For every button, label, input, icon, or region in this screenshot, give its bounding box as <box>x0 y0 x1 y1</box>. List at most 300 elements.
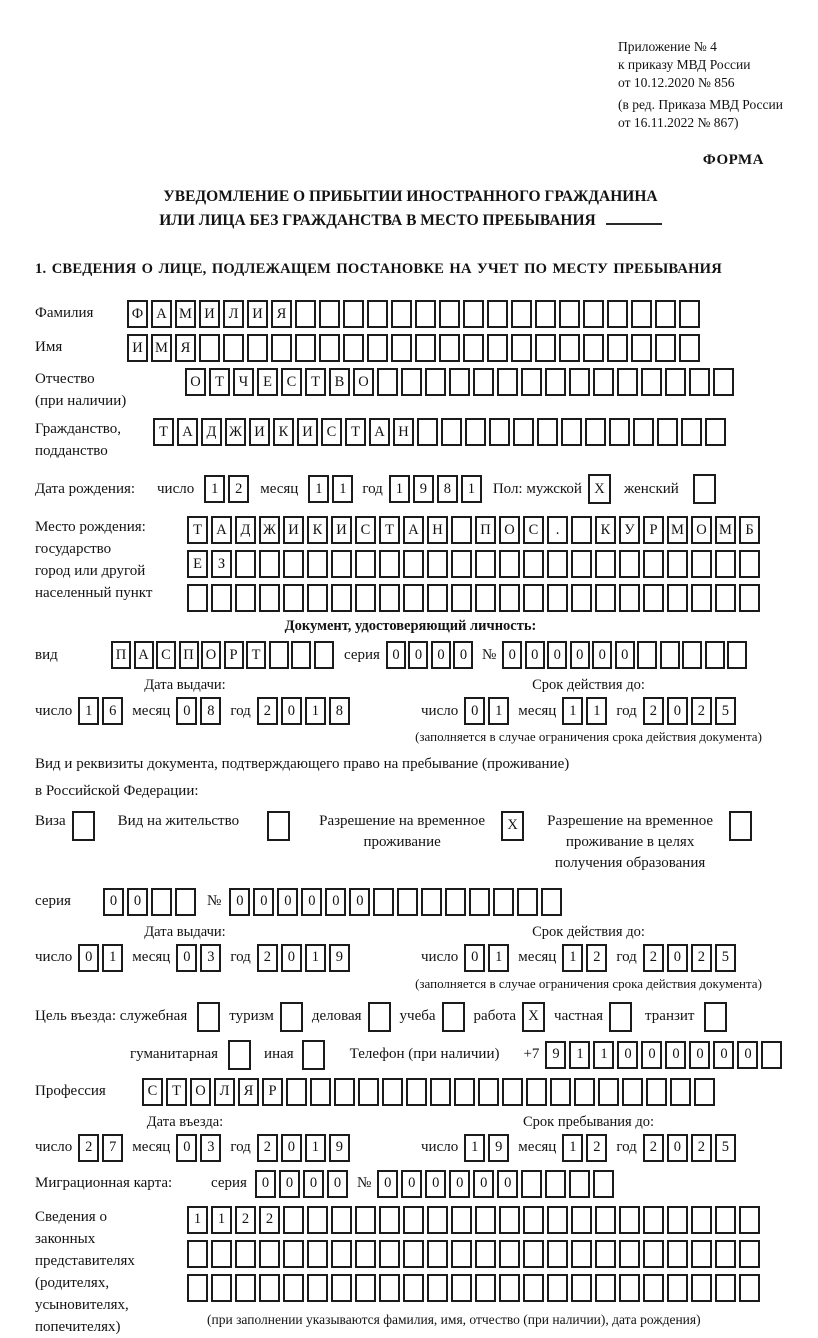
form-cell <box>593 1170 614 1198</box>
birth-place-label3: город или другой <box>35 563 146 580</box>
form-cell <box>715 584 736 612</box>
form-cell: К <box>273 418 294 446</box>
form-cell: 5 <box>715 1134 736 1162</box>
doc-valid-day-cells <box>464 697 512 725</box>
birth-place-label: Место рождения: <box>35 519 146 536</box>
form-cell <box>643 550 664 578</box>
form-cell: 0 <box>255 1170 276 1198</box>
res-issue-day-cells <box>78 944 126 972</box>
form-cell: 0 <box>277 888 298 916</box>
form-cell <box>667 1274 688 1302</box>
form-cell <box>523 1240 544 1268</box>
number-label: № <box>207 893 222 910</box>
form-cell: Т <box>153 418 174 446</box>
edu-permit-option <box>541 811 755 874</box>
form-cell <box>427 584 448 612</box>
form-cell: И <box>331 516 352 544</box>
sex-male-checkbox <box>588 474 614 504</box>
patronymic-label: Отчество <box>35 371 95 388</box>
birth-place-cells-row1 <box>187 516 763 544</box>
form-cell: Л <box>223 300 244 328</box>
form-cell: 1 <box>593 1041 614 1069</box>
edu-permit-label1: Разрешение на временное <box>547 812 714 829</box>
form-cell: 0 <box>176 1134 197 1162</box>
legal-rep-label3: представителях <box>35 1252 135 1269</box>
form-cell: Т <box>379 516 400 544</box>
form-cell <box>367 300 388 328</box>
form-cell <box>72 811 95 841</box>
form-cell: 0 <box>377 1170 398 1198</box>
form-cell: 0 <box>229 888 250 916</box>
form-cell: 1 <box>586 697 607 725</box>
form-cell: 0 <box>570 641 590 669</box>
form-cell <box>655 334 676 362</box>
form-cell <box>415 300 436 328</box>
form-cell <box>487 300 508 328</box>
mig-number-cells <box>377 1170 617 1198</box>
form-cell <box>609 418 630 446</box>
form-cell: Т <box>246 641 266 669</box>
month-label: месяц <box>132 702 171 719</box>
day-label: число <box>157 480 195 497</box>
form-cell <box>569 368 590 396</box>
form-cell: 1 <box>332 475 353 503</box>
form-cell <box>449 368 470 396</box>
form-cell <box>547 1240 568 1268</box>
form-cell <box>521 1170 542 1198</box>
month-label: месяц <box>260 480 299 497</box>
form-cell <box>259 550 280 578</box>
form-cell <box>547 584 568 612</box>
form-cell <box>406 1078 427 1106</box>
form-cell: 0 <box>253 888 274 916</box>
field-name <box>35 334 786 362</box>
form-cell <box>693 474 716 504</box>
form-cell <box>451 1240 472 1268</box>
form-cell <box>463 334 484 362</box>
form-cell: 8 <box>437 475 458 503</box>
temp-permit-label2: проживание <box>363 833 441 850</box>
form-cell: 0 <box>713 1041 734 1069</box>
form-cell <box>397 888 418 916</box>
form-cell: 0 <box>301 888 322 916</box>
form-cell <box>583 334 604 362</box>
form-cell: А <box>177 418 198 446</box>
form-title-line1: УВЕДОМЛЕНИЕ О ПРИБЫТИИ ИНОСТРАННОГО ГРАЖДАНИНА <box>163 188 658 206</box>
form-cell: 0 <box>502 641 522 669</box>
form-cell: 2 <box>259 1206 280 1234</box>
form-cell <box>547 1274 568 1302</box>
form-cell <box>451 584 472 612</box>
form-cell <box>679 300 700 328</box>
number-label: № <box>481 646 497 663</box>
form-cell <box>463 300 484 328</box>
form-cell <box>368 1002 391 1032</box>
ref-line: от 16.11.2022 № 867) <box>618 115 739 131</box>
form-cell: 8 <box>329 697 350 725</box>
form-cell <box>475 1240 496 1268</box>
doc-issue-month-cells <box>176 697 224 725</box>
legal-rep-label6: попечителях) <box>35 1318 121 1335</box>
form-cell <box>454 1078 475 1106</box>
form-cell <box>478 1078 499 1106</box>
form-cell: 1 <box>187 1206 208 1234</box>
form-cell: 0 <box>667 944 688 972</box>
form-cell <box>502 1078 523 1106</box>
form-cell: У <box>619 516 640 544</box>
ref-line: от 10.12.2020 № 856 <box>618 74 735 90</box>
form-cell: С <box>142 1078 163 1106</box>
stay-year-cells <box>643 1134 739 1162</box>
form-cell: 0 <box>127 888 148 916</box>
form-cell: 0 <box>401 1170 422 1198</box>
form-cell: П <box>111 641 131 669</box>
form-cell: 0 <box>281 697 302 725</box>
form-cell <box>187 1240 208 1268</box>
year-label: год <box>616 949 637 966</box>
issue-date-heading: Дата выдачи: <box>144 677 226 694</box>
form-cell: Я <box>175 334 196 362</box>
citizenship-label: Гражданство, <box>35 421 122 438</box>
form-cell: Т <box>187 516 208 544</box>
form-cell <box>667 1206 688 1234</box>
form-cell <box>583 300 604 328</box>
form-cell <box>704 1002 727 1032</box>
form-cell <box>417 418 438 446</box>
form-cell: 0 <box>689 1041 710 1069</box>
form-cell <box>547 1206 568 1234</box>
form-cell <box>641 368 662 396</box>
form-cell <box>377 368 398 396</box>
form-cell <box>523 1274 544 1302</box>
form-cell: 5 <box>715 944 736 972</box>
form-cell <box>367 334 388 362</box>
profession-label: Профессия <box>35 1082 106 1099</box>
title-underline <box>606 223 662 225</box>
form-cell <box>403 550 424 578</box>
form-cell: 0 <box>617 1041 638 1069</box>
form-cell <box>571 1240 592 1268</box>
form-cell: 0 <box>592 641 612 669</box>
sex-female-checkbox <box>693 474 719 504</box>
visa-checkbox <box>72 811 98 841</box>
form-cell <box>379 1206 400 1234</box>
field-birth-date <box>35 474 786 504</box>
month-label: месяц <box>518 949 557 966</box>
form-cell: 3 <box>200 944 221 972</box>
residence-permit-label: Вид на жительство <box>117 812 240 829</box>
form-cell: М <box>715 516 736 544</box>
edu-permit-checkbox <box>729 811 755 841</box>
purpose-private-label: частная <box>554 1008 604 1025</box>
form-cell: 1 <box>488 944 509 972</box>
form-cell: А <box>151 300 172 328</box>
form-cell <box>517 888 538 916</box>
form-cell: 1 <box>305 1134 326 1162</box>
form-cell: 0 <box>78 944 99 972</box>
birth-place-cells-row2 <box>187 550 763 578</box>
day-label: число <box>421 949 459 966</box>
form-cell <box>425 368 446 396</box>
form-cell: 2 <box>257 1134 278 1162</box>
doc-number-cells <box>502 641 750 669</box>
purpose-tourism-checkbox <box>280 1002 306 1032</box>
doc-valid-year-cells <box>643 697 739 725</box>
form-cell: 0 <box>327 1170 348 1198</box>
form-cell <box>427 1274 448 1302</box>
form-cell <box>187 584 208 612</box>
form-cell: Ч <box>233 368 254 396</box>
residence-doc-types <box>35 811 786 874</box>
form-cell <box>691 1206 712 1234</box>
form-cell: X <box>501 811 524 841</box>
form-cell: 2 <box>228 475 249 503</box>
form-cell <box>595 1274 616 1302</box>
form-cell: В <box>329 368 350 396</box>
form-cell: О <box>499 516 520 544</box>
form-cell: 2 <box>257 944 278 972</box>
form-cell <box>571 516 592 544</box>
form-cell <box>643 584 664 612</box>
form-cell <box>727 641 747 669</box>
form-cell <box>355 550 376 578</box>
form-cell <box>595 1206 616 1234</box>
name-label: Имя <box>35 339 63 356</box>
form-cell <box>545 1170 566 1198</box>
birth-year-cells <box>389 475 485 503</box>
form-cell <box>631 334 652 362</box>
form-cell: 0 <box>473 1170 494 1198</box>
purpose-business-checkbox <box>368 1002 394 1032</box>
form-cell <box>689 368 710 396</box>
order-reference <box>618 38 818 132</box>
form-cell: П <box>179 641 199 669</box>
form-cell <box>267 811 290 841</box>
form-cell <box>319 300 340 328</box>
migration-card-row <box>35 1170 786 1198</box>
form-cell: 0 <box>408 641 428 669</box>
form-cell: 2 <box>643 944 664 972</box>
section1-heading: 1. СВЕДЕНИЯ О ЛИЦЕ, ПОДЛЕЖАЩЕМ ПОСТАНОВКЕ НА УЧЕТ ПО МЕСТУ ПРЕБЫВАНИЯ <box>35 261 722 278</box>
form-cell: Д <box>235 516 256 544</box>
form-cell <box>235 1240 256 1268</box>
form-cell <box>631 300 652 328</box>
form-cell: А <box>403 516 424 544</box>
form-cell <box>715 550 736 578</box>
form-cell <box>469 888 490 916</box>
form-cell <box>691 584 712 612</box>
form-cell <box>259 584 280 612</box>
entry-month-cells <box>176 1134 224 1162</box>
form-cell <box>373 888 394 916</box>
form-cell <box>694 1078 715 1106</box>
form-cell: О <box>201 641 221 669</box>
form-cell <box>211 1274 232 1302</box>
form-cell <box>403 1240 424 1268</box>
entry-purpose-row1 <box>35 1002 786 1032</box>
form-cell <box>691 1240 712 1268</box>
form-cell: X <box>588 474 611 504</box>
field-patronymic <box>35 368 786 412</box>
form-cell <box>523 550 544 578</box>
form-cell <box>295 334 316 362</box>
form-cell: Ф <box>127 300 148 328</box>
form-cell <box>331 1206 352 1234</box>
form-cell <box>331 584 352 612</box>
form-cell <box>715 1240 736 1268</box>
form-cell: Ж <box>259 516 280 544</box>
patronymic-label2: (при наличии) <box>35 393 127 410</box>
form-cell <box>295 300 316 328</box>
entry-date-heading: Дата въезда: <box>146 1113 224 1130</box>
doc-issue-day-cells <box>78 697 126 725</box>
form-cell: Т <box>345 418 366 446</box>
form-cell: 6 <box>102 697 123 725</box>
sex-male-label: Пол: мужской <box>492 480 582 497</box>
year-label: год <box>616 1139 637 1156</box>
citizenship-label2: подданство <box>35 443 108 460</box>
form-cell <box>427 1240 448 1268</box>
form-cell <box>729 811 752 841</box>
res-issue-year-cells <box>257 944 353 972</box>
form-cell: Н <box>427 516 448 544</box>
form-cell: 5 <box>715 697 736 725</box>
form-cell: Т <box>209 368 230 396</box>
form-cell: 1 <box>562 1134 583 1162</box>
form-cell <box>550 1078 571 1106</box>
form-cell: О <box>353 368 374 396</box>
form-cell: 2 <box>235 1206 256 1234</box>
form-cell: 2 <box>257 697 278 725</box>
form-cell <box>441 418 462 446</box>
form-cell <box>391 300 412 328</box>
form-cell: Д <box>201 418 222 446</box>
month-label: месяц <box>132 949 171 966</box>
birth-month-cells <box>308 475 356 503</box>
form-cell <box>739 584 760 612</box>
temp-permit-label1: Разрешение на временное <box>319 812 486 829</box>
form-cell: 3 <box>200 1134 221 1162</box>
legal-rep-label1: Сведения о <box>35 1208 107 1225</box>
entry-year-cells <box>257 1134 353 1162</box>
form-cell: Е <box>187 550 208 578</box>
year-label: год <box>230 949 251 966</box>
form-cell: 2 <box>691 697 712 725</box>
form-cell <box>595 584 616 612</box>
form-cell <box>307 1274 328 1302</box>
res-valid-day-cells <box>464 944 512 972</box>
form-cell <box>617 368 638 396</box>
form-cell <box>302 1040 325 1070</box>
form-cell <box>499 584 520 612</box>
form-cell: 0 <box>615 641 635 669</box>
form-cell <box>633 418 654 446</box>
valid-until-note: (заполняется в случае ограничения срока действия документа) <box>415 729 762 745</box>
form-cell <box>286 1078 307 1106</box>
form-cell <box>334 1078 355 1106</box>
residence-doc-heading2: в Российской Федерации: <box>35 782 199 799</box>
form-cell <box>761 1041 782 1069</box>
mig-series-cells <box>255 1170 351 1198</box>
form-cell <box>739 1274 760 1302</box>
form-cell <box>607 334 628 362</box>
form-cell <box>679 334 700 362</box>
form-cell <box>403 1274 424 1302</box>
form-cell <box>283 550 304 578</box>
year-label: год <box>362 480 383 497</box>
birth-date-label: Дата рождения: <box>35 480 136 497</box>
form-cell: И <box>127 334 148 362</box>
form-cell <box>211 1240 232 1268</box>
form-cell <box>715 1274 736 1302</box>
form-cell <box>355 1240 376 1268</box>
form-cell <box>489 418 510 446</box>
surname-label: Фамилия <box>35 305 94 322</box>
form-cell: Л <box>214 1078 235 1106</box>
form-cell <box>667 550 688 578</box>
residence-doc-dates-row <box>35 924 786 992</box>
form-cell: 9 <box>329 1134 350 1162</box>
stay-month-cells <box>562 1134 610 1162</box>
purpose-work-label: работа <box>473 1008 517 1025</box>
purpose-transit-checkbox <box>704 1002 730 1032</box>
form-cell <box>513 418 534 446</box>
form-cell: 1 <box>305 697 326 725</box>
birth-place-label2: государство <box>35 541 112 558</box>
form-cell: 0 <box>497 1170 518 1198</box>
form-cell: О <box>190 1078 211 1106</box>
form-cell <box>585 418 606 446</box>
form-cell <box>619 550 640 578</box>
migration-card-label: Миграционная карта: <box>35 1175 173 1192</box>
year-label: год <box>616 702 637 719</box>
day-label: число <box>421 702 459 719</box>
form-cell <box>574 1078 595 1106</box>
form-cell <box>259 1240 280 1268</box>
form-cell <box>667 584 688 612</box>
form-cell <box>691 1274 712 1302</box>
legal-rep-cells-row1 <box>187 1206 763 1234</box>
form-cell <box>487 334 508 362</box>
purpose-private-checkbox <box>609 1002 635 1032</box>
year-label: год <box>230 702 251 719</box>
form-cell: Т <box>166 1078 187 1106</box>
form-cell <box>655 300 676 328</box>
form-cell <box>571 1274 592 1302</box>
form-cell <box>331 1240 352 1268</box>
form-cell: 0 <box>453 641 473 669</box>
form-cell: М <box>667 516 688 544</box>
form-cell <box>314 641 334 669</box>
form-cell <box>247 334 268 362</box>
sex-female-label: женский <box>623 480 679 497</box>
form-cell: 0 <box>349 888 370 916</box>
residence-doc-series-row <box>35 888 786 916</box>
form-cell <box>223 334 244 362</box>
form-cell: 0 <box>667 697 688 725</box>
form-cell: 0 <box>449 1170 470 1198</box>
form-cell <box>427 550 448 578</box>
form-cell: И <box>199 300 220 328</box>
form-cell: 2 <box>643 1134 664 1162</box>
res-valid-year-cells <box>643 944 739 972</box>
form-cell <box>665 368 686 396</box>
form-cell: О <box>691 516 712 544</box>
res-series-cells <box>103 888 199 916</box>
form-cell <box>643 1240 664 1268</box>
res-number-cells <box>229 888 565 916</box>
form-cell <box>465 418 486 446</box>
